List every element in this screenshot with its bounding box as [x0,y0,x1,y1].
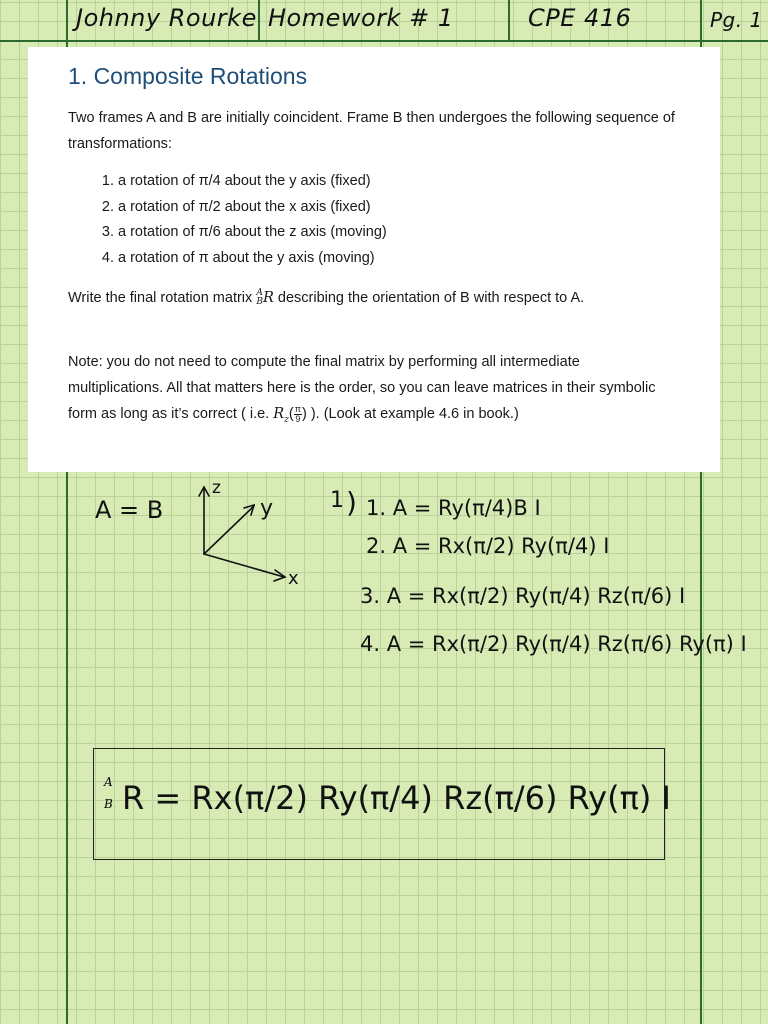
transform-step: 1. a rotation of π/4 about the y axis (fixed) [118,169,387,195]
problem-marker: 1 [330,488,344,513]
transform-step: 4. a rotation of π about the y axis (moving) [118,246,387,272]
equality-note: A = B [95,496,164,524]
student-name: Johnny Rourke [76,4,257,32]
work-line-1: 1. A = Ry(π/4)B I [366,496,541,520]
task-statement [68,285,678,311]
assignment-label: Homework # 1 [268,4,454,32]
problem-title: 1. Composite Rotations [68,63,308,89]
work-line-3: 3. A = Rx(π/2) Ry(π/4) Rz(π/6) I [360,584,686,608]
task-text-before: Write the final rotation matrix [68,290,257,306]
final-answer: R = Rx(π/2) Ry(π/4) Rz(π/6) Ry(π) I [122,779,671,817]
note-paragraph: Note: you do not need to compute the final matrix by performing all intermediate multiplications. All that matters here is the order, so you can leave matrices in their symbolic form as long as it’s correct ( i.e. $R_z$( $\frac{\pi}{9}$ ) ). (Look at example 4.6 in book.) [68,354,656,425]
note-text-after: ). (Look at example 4.6 in book.) [306,406,519,422]
pi-over-9-fraction: $\frac{\pi}{9}$ [294,403,301,424]
header-divider-2 [508,0,510,40]
transform-list [68,169,387,271]
header-rule [0,40,768,42]
rz-symbol: $R_z$ [273,406,289,425]
rotation-symbol: R [262,290,274,306]
transform-step: 3. a rotation of π/6 about the z axis (moving) [118,220,387,246]
course-code: CPE 416 [528,4,632,32]
transform-step: 2. a rotation of π/2 about the x axis (fixed) [118,195,387,221]
problem-intro: Two frames A and B are initially coincident. Frame B then undergoes the following sequence of transformations: [68,110,675,152]
header-divider-1 [258,0,260,40]
axis-y-label: y [260,496,274,521]
axis-z-label: z [212,478,221,498]
problem-card [28,47,720,472]
final-answer-box [93,748,671,860]
answer-superscript-stack: A B [104,775,113,811]
task-text-after: describing the orientation of B with respect to A. [273,290,585,306]
note-text-before: Note: you do not need to compute the final matrix by performing all intermediate multiplications. All that matters here is the order, so you can leave matrices in their symbolic form as long as it’s correct ( i.e. [68,354,656,422]
superscript-stack: A B [256,288,263,308]
work-line-2: 2. A = Rx(π/2) Ry(π/4) I [366,534,610,558]
axis-x-label: x [288,568,299,589]
work-line-4: 4. A = Rx(π/2) Ry(π/4) Rz(π/6) Ry(π) I [360,632,747,656]
marker-paren: ) [346,486,357,519]
page-number: Pg. 1 [710,8,763,32]
